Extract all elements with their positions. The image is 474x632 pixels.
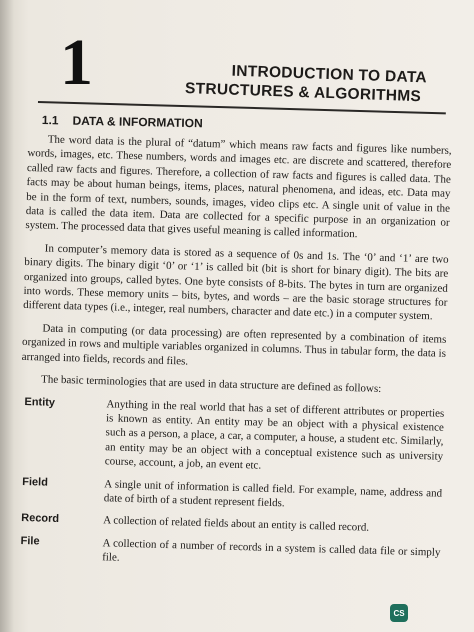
term-definition: Anything in the real world that has a set of different attributes or properties is known as entity. An entity may be an object with a physical existence such as a person, a place, a car, a computer, a house, a student etc. Similarly, an entity may be an object with a conceptual existence such as university course, account, a job, an event etc. <box>104 397 445 472</box>
term-definition: A single unit of information is called field. For example, name, address and date of birth of a student represent fields. <box>103 477 443 510</box>
term-name: Entity <box>24 395 56 409</box>
term-entity <box>19 394 445 478</box>
term-definition: A collection of a number of records in a system is called data file or simply file. <box>101 536 441 564</box>
paragraph-tabular-form: Data in computing (or data processing) are often represented by a combination of items organized in rows and multiple variables organized in columns. Thus in tabular form, the data is arranged into fields, records and files. <box>21 322 447 368</box>
section-title: DATA & INFORMATION <box>72 113 203 131</box>
body-text <box>16 132 452 582</box>
paragraph-data-definition: The word data is the plural of “datum” which means raw facts and figures like numbers, words, images, etc. These numbers, words and images etc. are discrete and scattered, therefore called raw facts and figures. Therefore, a collection of raw facts and figures is called data. The facts may be about human beings, items, places, natural phenomena, and ideas, etc. Data may be in the form of text, numbers, sounds, images, video clips etc. A single unit of value in the data is called the data item. Data are collected for a specific purpose in an organization or system. The processed data that gives useful meaning is called information. <box>25 133 452 241</box>
term-name: File <box>20 534 40 548</box>
chapter-title-line-2: STRUCTURES & ALGORITHMS <box>184 79 422 106</box>
section-number: 1.1 <box>41 113 59 128</box>
page-binding-shadow <box>0 0 14 632</box>
term-definition: A collection of related fields about an entity is called record. <box>103 514 370 535</box>
camscanner-logo-icon: CS <box>390 604 408 622</box>
section-heading <box>42 113 203 130</box>
term-name: Record <box>21 512 60 526</box>
term-record <box>17 511 441 537</box>
chapter-number: 1 <box>60 26 93 99</box>
chapter-title <box>185 60 446 107</box>
paragraph-memory-storage: In computer’s memory data is stored as a sequence of 0s and 1s. The ‘0’ and ‘1’ are two binary digits. The binary digit ‘0’ or ‘1’ is called bit (bit is short for binary digit). The bits are organized into groups, called bytes. One byte consists of 8-bits. The bytes in turn are organized into words. These memory units – bits, bytes, and words – are the basic storage structures for different data types (i.e., integer, real numbers, character and date etc.) in a computer system. <box>22 242 449 323</box>
chapter-title-line-1: INTRODUCTION TO DATA <box>231 62 428 87</box>
term-file <box>16 534 441 575</box>
terms-intro: The basic terminologies that are used in data structure are defined as follows: <box>40 373 382 396</box>
term-name: Field <box>22 475 49 489</box>
term-field <box>18 474 443 515</box>
